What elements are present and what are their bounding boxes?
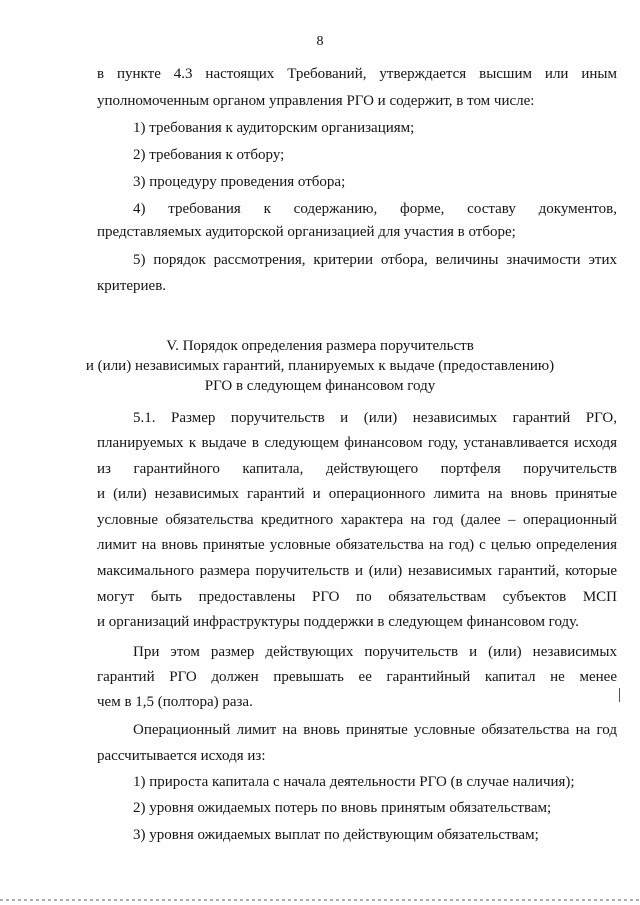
paragraph-line: условные обязательства кредитного характера на год (далее – операционный <box>97 512 617 528</box>
list-item: 3) уровня ожидаемых выплат по действующим обязательствам; <box>133 827 539 843</box>
section-heading-line: и (или) независимых гарантий, планируемых к выдаче (предоставлению) <box>85 358 555 374</box>
text-line: критериев. <box>97 278 167 294</box>
list-item: 2) требования к отбору; <box>133 147 285 163</box>
text-line: представляемых аудиторской организацией для участия в отборе; <box>97 224 516 240</box>
paragraph-line: При этом размер действующих поручительств и (или) независимых <box>133 644 617 660</box>
paragraph-line: Операционный лимит на вновь принятые условные обязательства на год <box>133 722 617 738</box>
list-item: 4) требования к содержанию, форме, составу документов, <box>133 201 617 217</box>
list-item: 1) прироста капитала с начала деятельности РГО (в случае наличия); <box>133 774 575 790</box>
paragraph-line: чем в 1,5 (полтора) раза. <box>97 694 253 710</box>
list-item: 1) требования к аудиторским организациям; <box>133 120 415 136</box>
paragraph-line: лимит на вновь принятые условные обязательства на год) с целью определения <box>97 537 617 553</box>
section-heading-line: РГО в следующем финансовом году <box>204 378 436 394</box>
paragraph-line: гарантий РГО должен превышать ее гарантийный капитал не менее <box>97 669 617 685</box>
paragraph-line: могут быть предоставлены РГО по обязательствам субъектов МСП <box>97 589 617 605</box>
text-line: в пункте 4.3 настоящих Требований, утверждается высшим или иным <box>97 66 617 82</box>
paragraph-line: планируемых к выдаче в следующем финансовом году, устанавливается исходя <box>97 435 617 451</box>
section-heading-line: V. Порядок определения размера поручительств <box>166 338 474 354</box>
paragraph-line: и (или) независимых гарантий и операционного лимита на вновь принятые <box>97 486 617 502</box>
paragraph-line: рассчитывается исходя из: <box>97 748 266 764</box>
list-item: 2) уровня ожидаемых потерь по вновь принятым обязательствам; <box>133 800 552 816</box>
text-line: уполномоченным органом управления РГО и содержит, в том числе: <box>97 93 535 109</box>
paragraph-line: из гарантийного капитала, действующего портфеля поручительств <box>97 461 617 477</box>
scan-edge-artifact <box>0 899 640 901</box>
paragraph-line: максимального размера поручительств и (или) независимых гарантий, которые <box>97 563 617 579</box>
paragraph-line: 5.1. Размер поручительств и (или) независимых гарантий РГО, <box>133 410 617 426</box>
list-item: 3) процедуру проведения отбора; <box>133 174 346 190</box>
list-item: 5) порядок рассмотрения, критерии отбора, величины значимости этих <box>133 252 617 268</box>
paragraph-line: и организаций инфраструктуры поддержки в следующем финансовом году. <box>97 614 579 630</box>
margin-mark <box>619 688 620 702</box>
page-number: 8 <box>316 34 324 49</box>
